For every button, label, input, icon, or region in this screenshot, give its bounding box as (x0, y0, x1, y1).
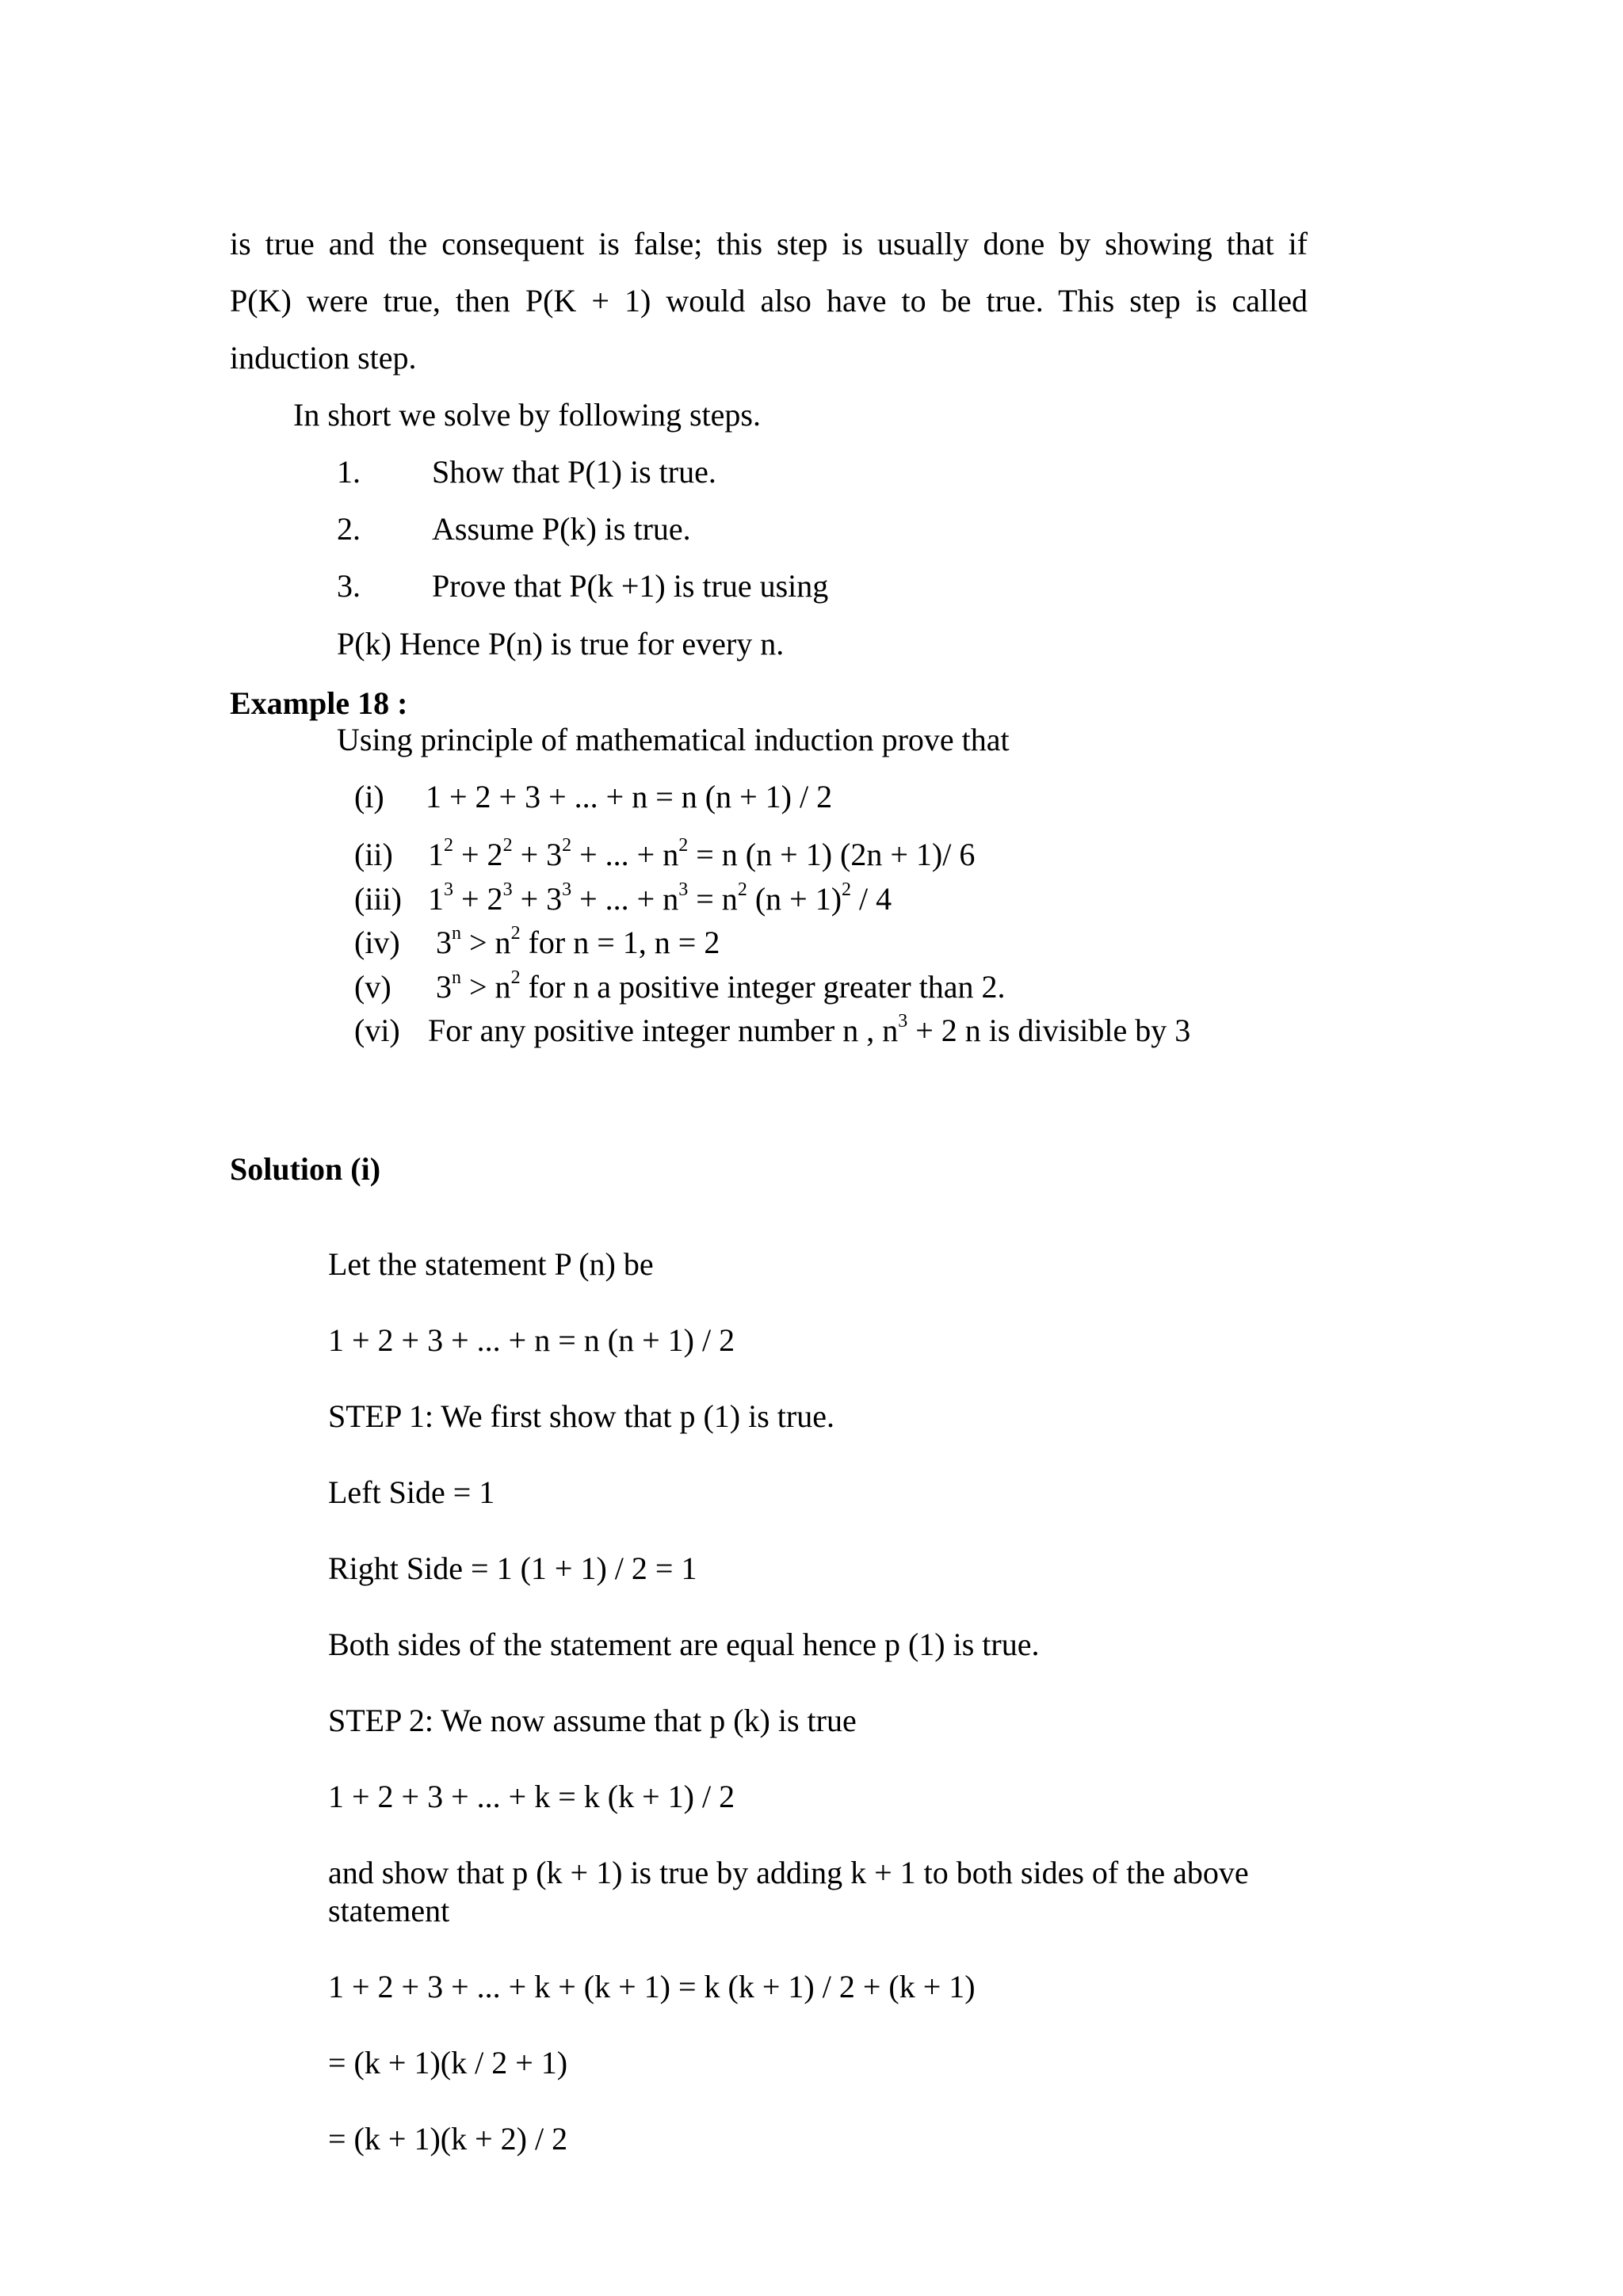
intro-line-3: induction step. (230, 340, 417, 376)
step-number: 2. (337, 511, 361, 547)
item-formula: $1^2 + 2^2 + 3^2$ + ... + $n^2 = n$ (n + 1) (2n + 1)/ 6 (428, 835, 976, 872)
example-heading: Example 18 : (230, 685, 408, 721)
steps-conclusion: P(k) Hence P(n) is true for every n. (337, 626, 785, 662)
solution-line: and show that p (k + 1) is true by adding k + 1 to both sides of the above (328, 1855, 1249, 1890)
item-formula: 1 + 2 + 3 + ... + n = n (n + 1) / 2 (426, 779, 833, 814)
solution-line: = (k + 1)(k / 2 + 1) (328, 2045, 568, 2081)
solution-line: Left Side = 1 (328, 1474, 495, 1510)
solution-line: STEP 1: We first show that p (1) is true. (328, 1398, 834, 1434)
solution-line: Right Side = 1 (1 + 1) / 2 = 1 (328, 1550, 697, 1586)
solution-line: 1 + 2 + 3 + ... + k + (k + 1) = k (k + 1) / 2 + (k + 1) (328, 1969, 976, 2004)
example-intro: Using principle of mathematical induction prove that (337, 722, 1010, 757)
solution-line: 1 + 2 + 3 + ... + k = k (k + 1) / 2 (328, 1779, 735, 1814)
solution-line: STEP 2: We now assume that p (k) is true (328, 1703, 857, 1738)
item-label: (iv) (354, 925, 400, 960)
intro-line-1: is true and the consequent is false; this step is usually done by showing that if (230, 226, 1308, 261)
item-formula: $3^n > n^2$ for n a positive integer greater than 2. (436, 967, 1006, 1005)
item-formula: $3^n > n^2$ for n = 1, n = 2 (436, 923, 720, 960)
intro-short: In short we solve by following steps. (293, 397, 761, 433)
item-label: (vi) (354, 1013, 400, 1048)
step-number: 1. (337, 454, 361, 490)
solution-line: Both sides of the statement are equal hence p (1) is true. (328, 1627, 1040, 1662)
step-text: Prove that P(k +1) is true using (432, 568, 829, 604)
solution-line: = (k + 1)(k + 2) / 2 (328, 2121, 568, 2157)
item-formula: For any positive integer number n , $n^3 + 2$ n is divisible by 3 (428, 1011, 1191, 1048)
solution-line: statement (328, 1893, 450, 1928)
solution-heading: Solution (i) (230, 1151, 381, 1187)
step-text: Show that P(1) is true. (432, 454, 716, 490)
item-label: (ii) (354, 837, 393, 872)
item-label: (i) (354, 779, 384, 814)
step-text: Assume P(k) is true. (432, 511, 691, 547)
step-number: 3. (337, 568, 361, 604)
intro-line-2: P(K) were true, then P(K + 1) would also have to be true. This step is called (230, 283, 1308, 318)
solution-line: Let the statement P (n) be (328, 1246, 654, 1282)
item-formula: $1^3 + 2^3 + 3^3$ + ... + $n^3 = n^2$ $(n + 1)^2 / 4$ (428, 879, 892, 917)
solution-line: 1 + 2 + 3 + ... + n = n (n + 1) / 2 (328, 1322, 735, 1358)
item-label: (iii) (354, 881, 402, 917)
item-label: (v) (354, 969, 391, 1005)
